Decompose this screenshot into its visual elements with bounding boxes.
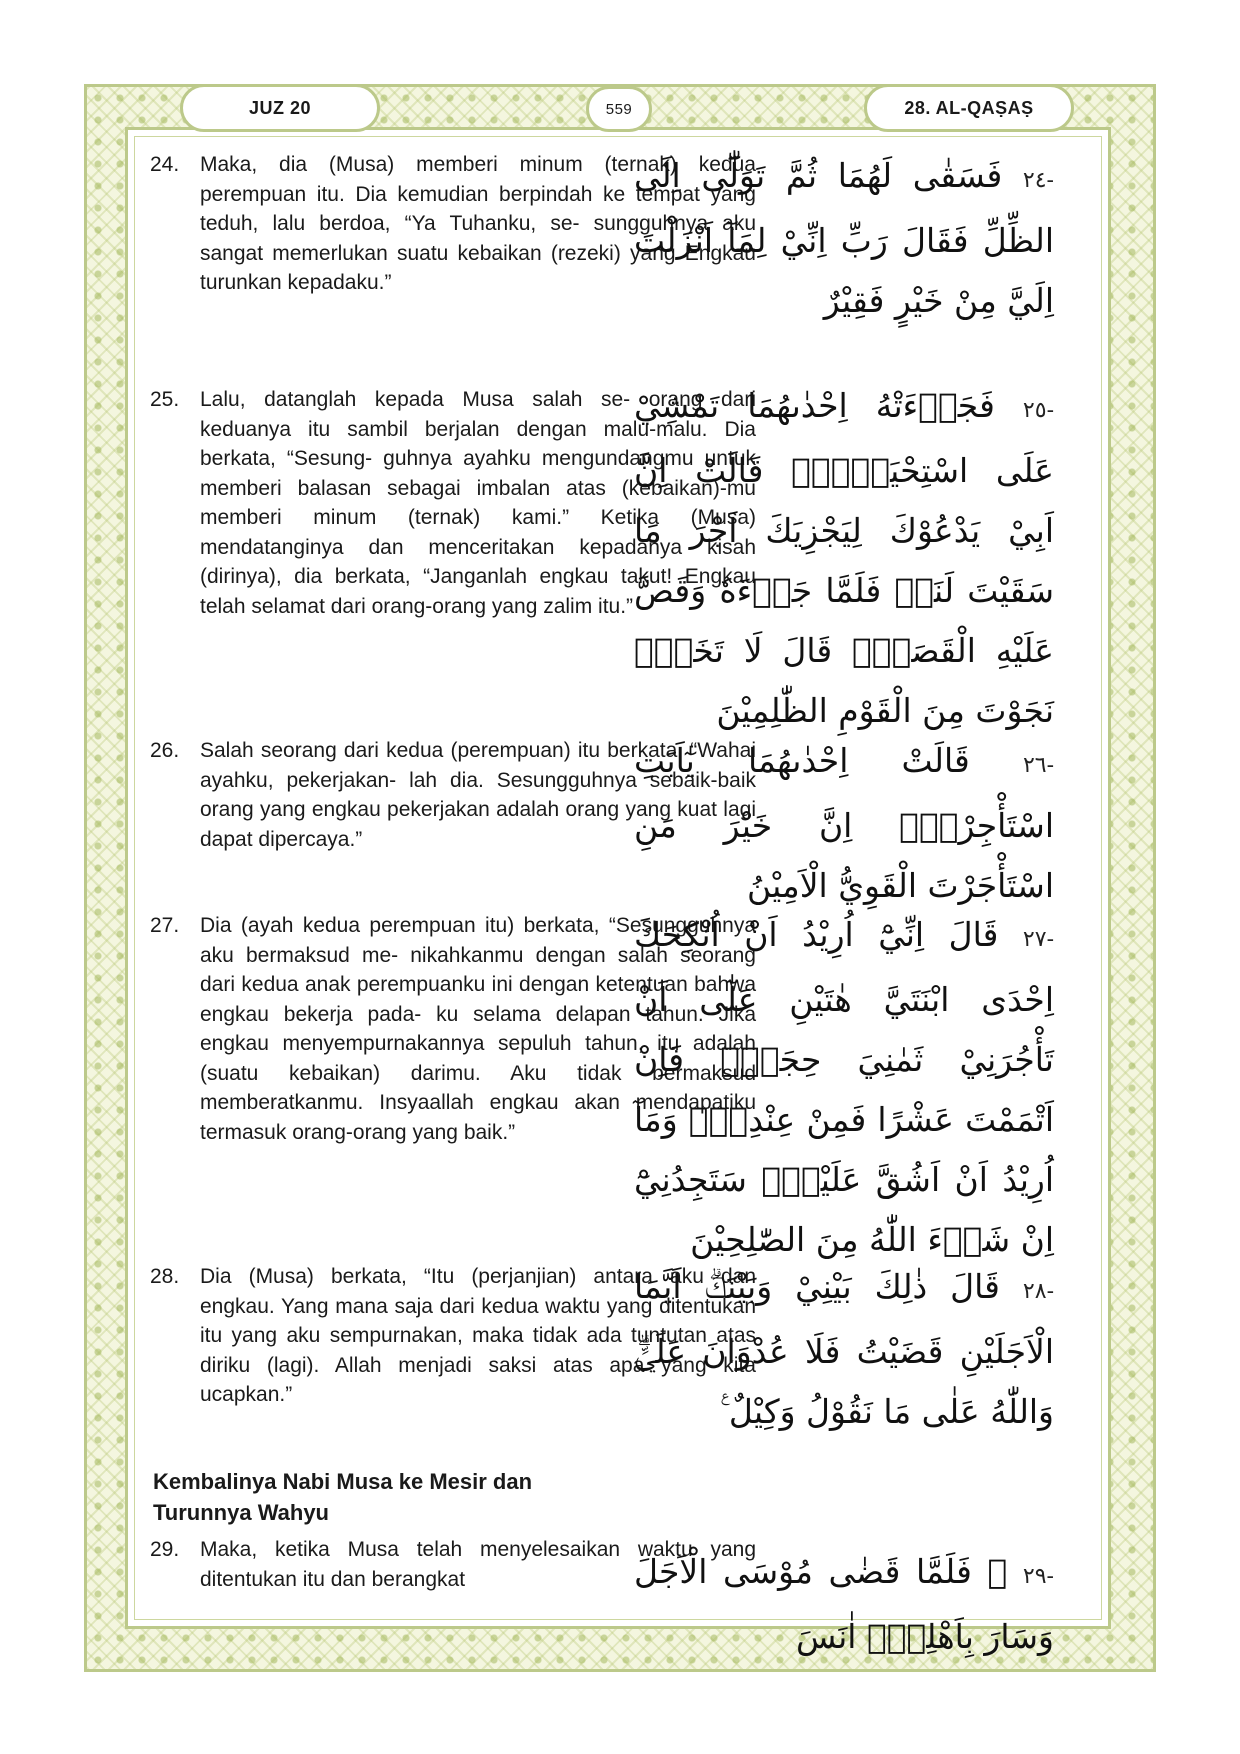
verse-translation: Maka, dia (Musa) memberi minum (ternak) kedua perempuan itu. Dia kemudian berpindah ke tempat yang teduh, lalu berdoa, “Ya Tuhanku, se- sungguhnya aku sangat memerlukan suatu kebaikan (rezeki) yang Engkau turunkan kepadaku.” <box>200 153 756 294</box>
verse-number: 25. <box>150 388 180 411</box>
juz-label: JUZ 20 <box>180 84 380 132</box>
arabic-verse-number: -٢٦ <box>1022 753 1055 778</box>
verse-number: 27. <box>150 914 180 937</box>
page-number: 559 <box>586 86 652 132</box>
section-heading: Kembalinya Nabi Musa ke Mesir dan Turunnya Wahyu <box>153 1469 533 1525</box>
verse-number: 26. <box>150 739 180 762</box>
arabic-text: فَجَاۤءَتْهُ اِحْدٰىهُمَا تَمْشِيْ عَلَى اسْتِحْيَاۤءٍۖ قَالَتْ اِنَّ اَبِيْ يَدْعُوْكَ لِيَجْزِيَكَ اَجْرَ مَا سَقَيْتَ لَنَاۗ فَلَمَّا جَاۤءَهٗ وَقَصَّ عَلَيْهِ الْقَصَصَۙ قَالَ لَا تَخَفْۗ نَجَوْتَ مِنَ الْقَوْمِ الظّٰلِمِيْنَ <box>634 386 1054 730</box>
verse-number: 29. <box>150 1538 180 1561</box>
arabic-text: ۞ فَلَمَّا قَضٰى مُوْسَى الْاَجَلَ وَسَارَ بِاَهْلِهٖٓ اٰنَسَ <box>634 1552 1054 1656</box>
verse-arabic-28 <box>634 1257 1054 1442</box>
verse-translation: Maka, ketika Musa telah menyelesaikan waktu yang ditentukan itu dan berangkat <box>200 1538 756 1591</box>
surah-label: 28. AL-QAṢAṢ <box>864 84 1074 132</box>
verse-number: 28. <box>150 1265 180 1288</box>
verse-arabic-29 <box>634 1542 1054 1667</box>
arabic-text: قَالَ ذٰلِكَ بَيْنِيْ وَبَيْنَكَۗ اَيَّمَا الْاَجَلَيْنِ قَضَيْتُ فَلَا عُدْوَانَ عَلَيَّۗ وَاللّٰهُ عَلٰى مَا نَقُوْلُ وَكِيْلٌ ࣖ <box>634 1267 1054 1431</box>
arabic-verse-number: -٢٧ <box>1022 927 1054 952</box>
verse-translation: Lalu, datanglah kepada Musa salah se- orang dari keduanya itu sambil berjalan dengan malu-malu. Dia berkata, “Sesung- guhnya ayahku mengundangmu untuk memberi balasan sebagai imbalan atas (kebaikan)-mu memberi minum (ternak) kami.” Ketika (Musa) mendatanginya dan menceritakan kepadanya kisah (dirinya), dia berkata, “Janganlah engkau takut! Engkau telah selamat dari orang-orang yang zalim itu.” <box>200 388 756 618</box>
verse-arabic-26 <box>634 731 1054 916</box>
arabic-text: قَالَ اِنِّيْٓ اُرِيْدُ اَنْ اُنْكِحَكَ اِحْدَى ابْنَتَيَّ هٰتَيْنِ عَلٰٓى اَنْ تَأْجُرَنِيْ ثَمٰنِيَ حِجَجٍۚ فَاِنْ اَتْمَمْتَ عَشْرًا فَمِنْ عِنْدِكَۚ وَمَآ اُرِيْدُ اَنْ اَشُقَّ عَلَيْكَۗ سَتَجِدُنِيْٓ اِنْ شَاۤءَ اللّٰهُ مِنَ الصّٰلِحِيْنَ <box>634 915 1054 1259</box>
verse-translation: Dia (Musa) berkata, “Itu (perjanjian) antara aku dan engkau. Yang mana saja dari kedua waktu yang ditentukan itu yang aku sempurnakan, maka tidak ada tuntutan atas diriku (lagi). Allah menjadi saksi atas apa yang kita ucapkan.” <box>200 1265 756 1406</box>
arabic-verse-number: -٢٨ <box>1022 1279 1054 1304</box>
arabic-text: فَسَقٰى لَهُمَا ثُمَّ تَوَلّٰٓى اِلَى الظِّلِّ فَقَالَ رَبِّ اِنِّيْ لِمَآ اَنْزَلْتَ اِلَيَّ مِنْ خَيْرٍ فَقِيْرٌ <box>634 156 1054 320</box>
arabic-text: قَالَتْ اِحْدٰىهُمَا يٰٓاَبَتِ اسْتَأْجِرْهُۖ اِنَّ خَيْرَ مَنِ اسْتَأْجَرْتَ الْقَوِيُّ الْاَمِيْنُ <box>634 741 1054 905</box>
verse-arabic-25 <box>634 376 1054 741</box>
verse-arabic-24 <box>634 146 1054 331</box>
verse-arabic-27 <box>634 905 1054 1270</box>
arabic-verse-number: -٢٩ <box>1022 1564 1054 1589</box>
verse-translation: Salah seorang dari kedua (perempuan) itu berkata, “Wahai ayahku, pekerjakan- lah dia. Sesungguhnya sebaik-baik orang yang engkau pekerjakan adalah orang yang kuat lagi dapat dipercaya.” <box>200 739 756 851</box>
arabic-verse-number: -٢٥ <box>1022 398 1054 423</box>
verse-translation: Dia (ayah kedua perempuan itu) berkata, “Sesungguhnya aku bermaksud me- nikahkanmu dengan salah seorang dari kedua anak perempuanku ini dengan ketentuan bahwa engkau bekerja pada- ku selama delapan tahun. Jika engkau menyempurnakannya sepuluh tahun, itu adalah (suatu kebaikan) darimu. Aku tidak bermaksud memberatkanmu. Insyaallah engkau akan mendapatiku termasuk orang-orang yang baik.” <box>200 914 756 1144</box>
arabic-verse-number: -٢٤ <box>1022 168 1054 193</box>
verse-number: 24. <box>150 153 180 176</box>
